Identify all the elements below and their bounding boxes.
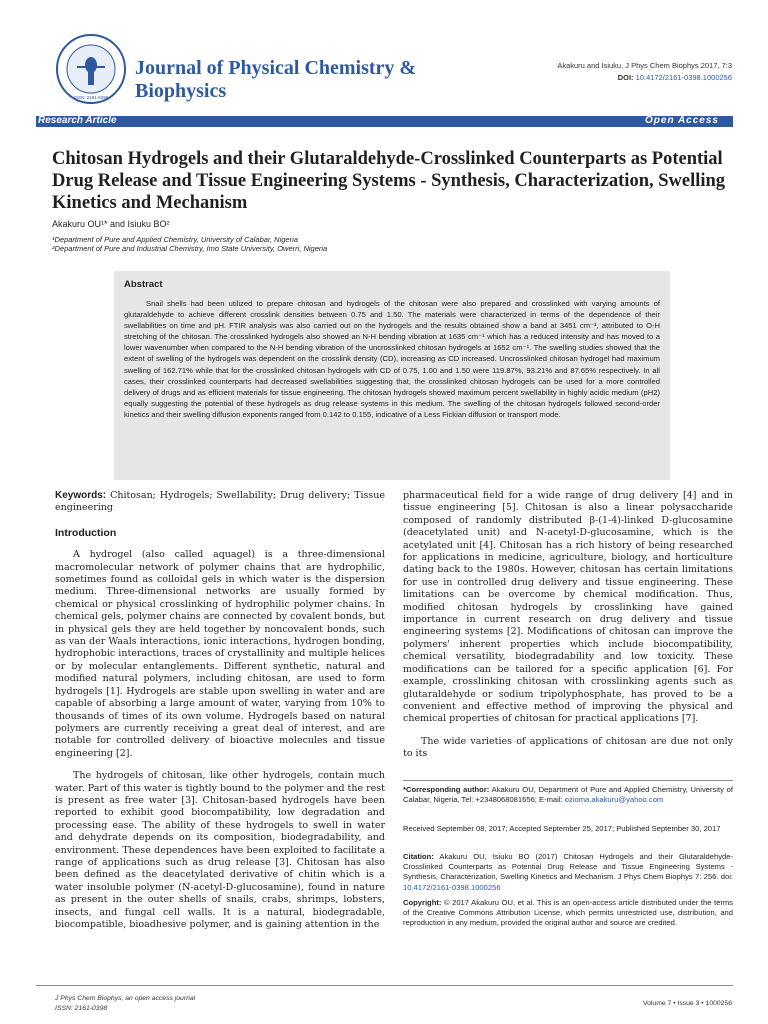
- right-column: [403, 490, 733, 771]
- affiliation-2: ²Department of Pure and Industrial Chemistry, Imo State University, Owerri, Nigeria: [52, 244, 328, 253]
- intro-paragraph-1: A hydrogel (also called aquagel) is a three-dimensional macromolecular network of polymer chains that are hydrophilic, sometimes found as colloidal gels in which water is the dispersion medium. Three-dimensional networks are usually formed by chemical or physical crosslinking of hydrophilic polymer chains. In chemical gels, polymer chains are connected by covalent bonds, but in physical gels they are held together by noncovalent bonds, such as van der Waals interactions, ionic interactions, hydrogen bonding, hydrophobic interactions, traces of crystallinity and multiple helices or by molecular entanglements. Different synthetic, natural and modified natural polymers, including chitosan, are used to form hydrogels [1]. Hydrogels are stable upon swelling in water and are capable of absorbing a large amount of water, varying from 10% to thousands of times of its own volume. Hydrogels based on natural polymers are currently receiving a great deal of interest, and are notable for controlled delivery of bioactive molecules and tissue engineering [2].: [55, 549, 385, 759]
- logo-issn-text: ISSN: 2161-0398: [73, 95, 109, 100]
- keywords-text: Chitosan; Hydrogels; Swellability; Drug delivery; Tissue engineering: [55, 490, 385, 514]
- open-access-label: Open Access: [645, 115, 719, 126]
- corr-email-link[interactable]: ozioma.akakuru@yahoo.com: [564, 795, 664, 805]
- abstract-box: [114, 271, 670, 480]
- footer-journal-name: J Phys Chem Biophys, an open access journal: [55, 995, 196, 1002]
- introduction-heading: Introduction: [55, 526, 117, 539]
- cite-text: Akakuru OU, Isiuku BO (2017) Chitosan Hydrogels and their Glutaraldehyde-Crosslinked Counterparts as Potential Drug Release and Tissue Engineering Systems - Synthesis, Characterization, Swelling Kinetics and Mechanism. J Phys Chem Biophys 7: 256. doi:: [403, 852, 733, 882]
- header-doi: [557, 72, 732, 84]
- article-dates: Received September 08, 2017; Accepted September 25, 2017; Published September 30, 2017: [403, 824, 721, 833]
- paper-title: Chitosan Hydrogels and their Glutaraldehyde-Crosslinked Counterparts as Potential Drug Release and Tissue Engineering Systems - Synthesis, Characterization, Swelling Kinetics and Mechanism: [52, 149, 726, 213]
- corr-text: Akakuru OU, Department of Pure and Applied Chemistry, University of Calabar, Nigeria, Tel: +2348068081656; E-mail:: [403, 785, 733, 805]
- intro-paragraph-2: The hydrogels of chitosan, like other hydrogels, contain much water. Part of this water is tightly bound to the polymer and the rest is present as free water [3]. Chitosan-based hydrogels have been reported to exhibit good biocompatibility, low degradation and processing ease. The ability of these hydrogels to swell in water and dehydrate depends on its composition, biodegradability, and environment. These dependences have been exploited to facilitate a range of applications such as drug release [3]. Chitosan has also been defined as the deacetylated derivative of chitin which is a water insoluble polymer (N-acetyl-D-glucosamine), found in nature as present in the outer shells of snails, crabs, shrimps, lobsters, insects, and fungal cell walls. It is a natural, biodegradable, biocompatible, bioadhesive polymer, and is gaining attention in the: [55, 770, 385, 930]
- doi-link[interactable]: 10.4172/2161-0398.1000256: [635, 73, 732, 82]
- copyright-block: [403, 898, 733, 929]
- authors: Akakuru OU¹* and Isiuku BO²: [52, 219, 170, 229]
- info-divider: [403, 780, 733, 781]
- left-column: [55, 490, 385, 941]
- header-citation-text: Akakuru and Isiuku, J Phys Chem Biophys 2017, 7:3: [557, 61, 732, 70]
- cite-label: Citation:: [403, 852, 434, 861]
- journal-title[interactable]: Journal of Physical Chemistry & Biophysics: [135, 57, 417, 102]
- abstract-heading: Abstract: [124, 279, 163, 290]
- cite-doi-link[interactable]: 10.4172/2161-0398.1000256: [403, 882, 501, 892]
- footer-volume: Volume 7 • Issue 3 • 1000256: [642, 1000, 732, 1007]
- footer-divider: [36, 985, 733, 986]
- corresponding-author: [403, 785, 733, 805]
- intro-paragraph-4: The wide varieties of applications of chitosan are due not only to its: [403, 735, 733, 760]
- journal-logo: [55, 33, 127, 105]
- article-type-ribbon: [36, 116, 733, 127]
- abstract-text: Snail shells had been utilized to prepare chitosan and hydrogels of the chitosan were also prepared and crosslinked with varying amounts of glutaraldehyde to achieve different crosslink densities between 0.75 and 1.50. The materials were characterized in terms of the dependence of their swellabilities on time and pH. FTIR analysis was also carried out on the hydrogels and the results obtained show a band at 3451 cm⁻¹, attributed to O-H stretching of the chitosan. The crosslinked hydrogels also showed an N-H bending vibration at 1635 cm⁻¹ which has a reduced intensity and has moved to a lower wavenumber when compared to the N-H bending vibration of the uncrosslinked chitosan hydrogels at 1652 cm⁻¹. The swelling studies showed that the extent of swelling of the hydrogels was dependent on the crosslink density (CD), increasing as CD increased. Uncrosslinked chitosan hydrogel had maximum swelling of 162.71% while that for the crosslinked chitosan hydrogels with CD of 0.75, 1.00 and 1.50 were 119.87%, 93.21% and 87.65% respectively. In all cases, their crosslinked counterparts had decreased swellabilities suggesting that, the crosslinked chitosan hydrogels can be used for a more controlled delivery of drugs and as efficient materials for tissue engineering. The chitosan hydrogels showed maximum percent swellability in highly acidic medium (pH2) equally suggesting the potential of these hydrogels as drug release systems in this medium. The swelling of the chitosan hydrogels followed second-order kinetics and their swelling diffusion exponents ranged from 0.142 to 0.155, indicative of a Less Fickian diffusion or transport mode.: [124, 299, 660, 419]
- corr-label: *Corresponding author:: [403, 785, 490, 794]
- keywords-label: Keywords:: [55, 490, 107, 501]
- copyright-label: Copyright:: [403, 898, 442, 907]
- citation-block: [403, 852, 733, 893]
- footer-issn: ISSN: 2161-0398: [55, 1005, 108, 1012]
- keywords: [55, 490, 385, 515]
- intro-paragraph-3: pharmaceutical field for a wide range of drug delivery [4] and in tissue engineering [5]. Chitosan is also a linear polysaccharide composed of randomly distributed β-(1-4)-linked D-glucosamine (deacetylated unit) and N-acetyl-D-glucosamine, which is the acetylated unit [4]. Chitosan has a rich history of being researched for applications in medicine, agriculture, biology, and horticulture dating back to the 1980s. However, chitosan has certain limitations for use in controlled drug delivery and tissue engineering. These limitations can be overcome by chemical modification. Thus, modified chitosan hydrogels by crosslinking have gained importance in current research on drug delivery and tissue engineering systems [2]. Modifications of chitosan can improve the polymers' inherent properties which include biocompatibility, chemical versatility, biodegradability and low toxicity. These modifications can be tailored for a specific application [6]. For example, crosslinking chitosan with crosslinking agents such as glutaraldehyde or sodium tripolyphosphate, has proved to be a convenient and effective method of improving the physical and chemical properties of chitosan for practical applications [7].: [403, 490, 733, 725]
- header-citation: [557, 60, 732, 84]
- doi-label: DOI:: [617, 73, 634, 82]
- copyright-text: © 2017 Akakuru OU, et al. This is an open-access article distributed under the terms of the Creative Commons Attribution License, which permits unrestricted use, distribution, and reproduction in any medium, provided the original author and source are credited.: [403, 898, 733, 928]
- research-article-label: Research Article: [38, 115, 117, 126]
- footer-journal-info: [55, 994, 195, 1014]
- affiliation-1: ¹Department of Pure and Applied Chemistry, University of Calabar, Nigeria: [52, 235, 298, 244]
